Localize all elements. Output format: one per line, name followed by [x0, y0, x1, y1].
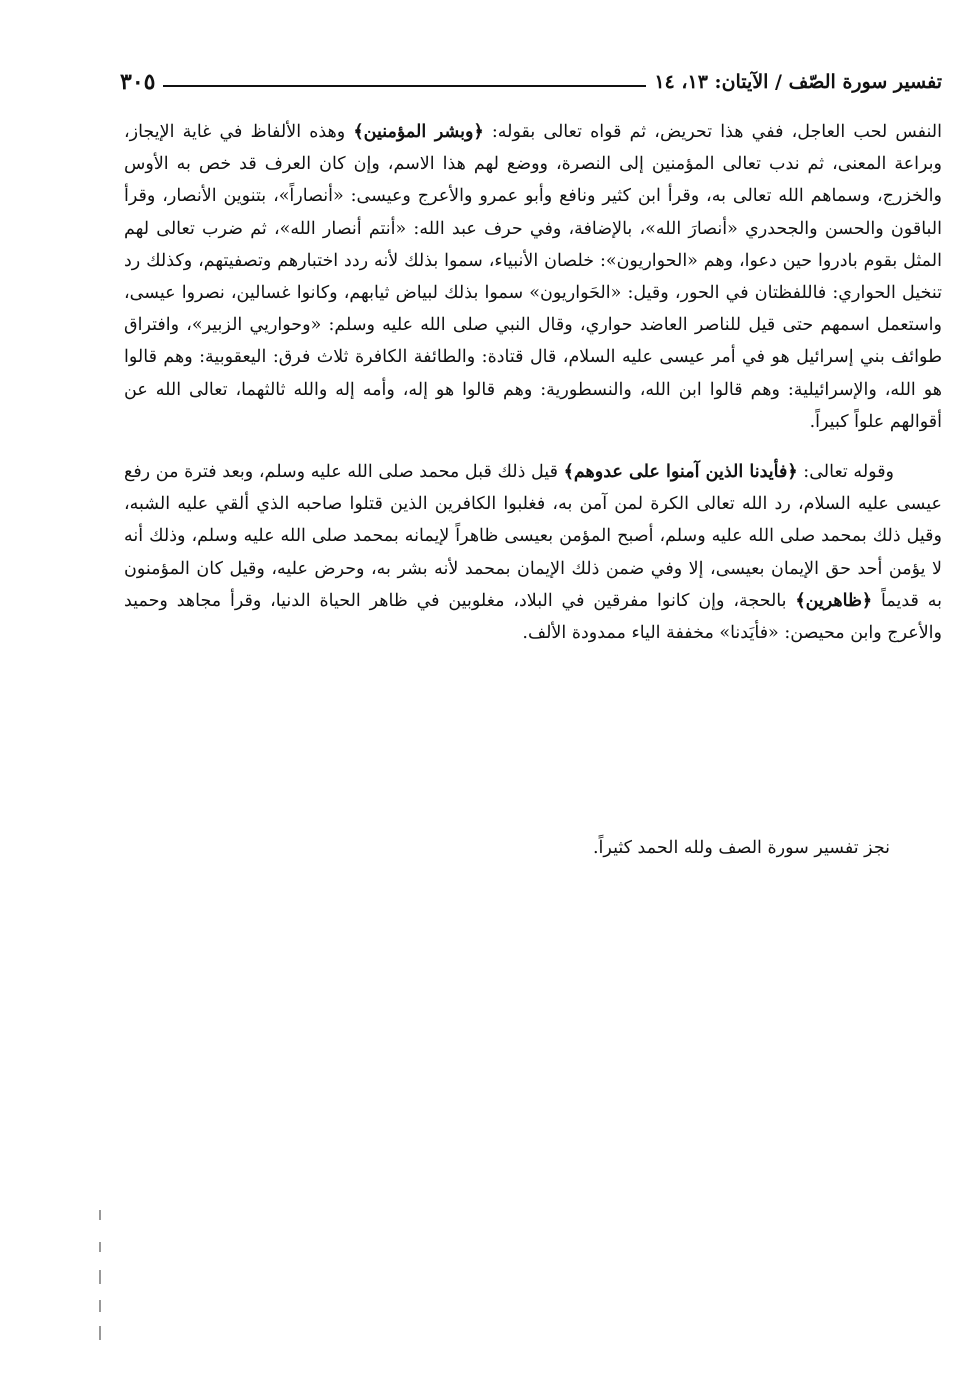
paragraph-1	[124, 116, 942, 438]
page-number: ٣٠٥	[120, 69, 156, 95]
quran-quote: ﴿وبشر المؤمنين﴾	[353, 122, 484, 142]
quran-quote: ﴿فأيدنا الذين آمنوا على عدوهم﴾	[563, 462, 798, 483]
running-title: تفسير سورة الصّف / الآيتان: ١٣، ١٤	[654, 71, 942, 93]
margin-tick	[99, 1326, 101, 1340]
header-rule	[163, 85, 646, 87]
margin-tick	[99, 1242, 101, 1252]
page-header	[120, 62, 942, 102]
text-segment: بالحجة، وإن كانوا مفرقين في البلاد، مغلوبين في ظاهر الحياة الدنيا، وقرأ مجاهد وحميد والأعرج وابن محيصن: «فأيَدنا» مخففة الياء ممدودة الألف.	[124, 590, 942, 644]
margin-tick	[99, 1210, 101, 1220]
text-segment: وهذه الألفاظ في غاية الإيجاز، وبراعة المعنى، ثم ندب تعالى المؤمنين إلى النصرة، ووضع لهم هذا الاسم، وإن كان العرف قد خص به الأوس والخزرج، وسماهم الله تعالى به، وقرأ ابن كثير ونافع وأبو عمرو والأعرج وعيسى: «أنصاراً»، بتنوين الأنصار، وقرأ الباقون والحسن والجحدري «أنصارَ الله»، بالإضافة، وفي حرف عبد الله: «أنتم أنصار الله»، ثم ضرب تعالى لهم المثل بقوم بادروا حين دعوا، وهم «الحواريون»: خلصان الأنبياء، سموا بذلك لأنه ردد اختبارهم وتصفيتهم، وكذلك رد تنخيل الحواري: فاللفظتان في الحور، وقيل: «الحَواريون» سموا بذلك لبياض ثيابهم، وكانوا غسالين، نصروا عيسى، واستعمل اسمهم حتى قيل للناصر العاضد حواري، وقال النبي صلى الله عليه وسلم: «وحواريي الزبير»، وافتراق طوائف بني إسرائيل هو في أمر عيسى عليه السلام، قال قتادة: والطائفة الكافرة ثلاث فرق: اليعقوبية: وهم قالوا هو الله، والإسرائيلية: وهم قالوا ابن الله، والنسطورية: وهم قالوا هو إله، وأمه إله والله ثالثهما، تعالى الله عن أقوالهم علواً كبيراً.	[124, 122, 942, 432]
text-segment: النفس لحب العاجل، ففي هذا تحريض، ثم قواه تعالى بقوله:	[483, 122, 942, 142]
text-segment: قيل ذلك قبل محمد صلى الله عليه وسلم، وبعد فترة من رفع عيسى عليه السلام، رد الله تعالى الكرة لمن آمن به، فغلبوا الكافرين الذين قتلوا صاحبه الذي ألقي عليه الشبه، وقيل ذلك بمحمد صلى الله عليه وسلم، أصبح المؤمن بعيسى ظاهراً لإيمانه بمحمد صلى الله عليه وسلم، وذلك أنه لا يؤمن أحد حق الإيمان بعيسى، إلا وفي ضمن ذلك الإيمان بمحمد لأنه بشر به، وحرض عليه، وقيل كان المؤمنون به قديماً	[124, 462, 942, 611]
closing-line: نجز تفسير سورة الصف ولله الحمد كثيراً.	[592, 838, 890, 858]
quran-quote: ﴿ظاهرين﴾	[795, 590, 873, 611]
scan-margin-marks	[99, 1210, 102, 1340]
text-segment: وقوله تعالى:	[797, 462, 895, 483]
margin-tick	[99, 1300, 101, 1312]
paragraph-2	[124, 456, 942, 649]
margin-tick	[99, 1270, 101, 1284]
body-text	[124, 116, 942, 649]
